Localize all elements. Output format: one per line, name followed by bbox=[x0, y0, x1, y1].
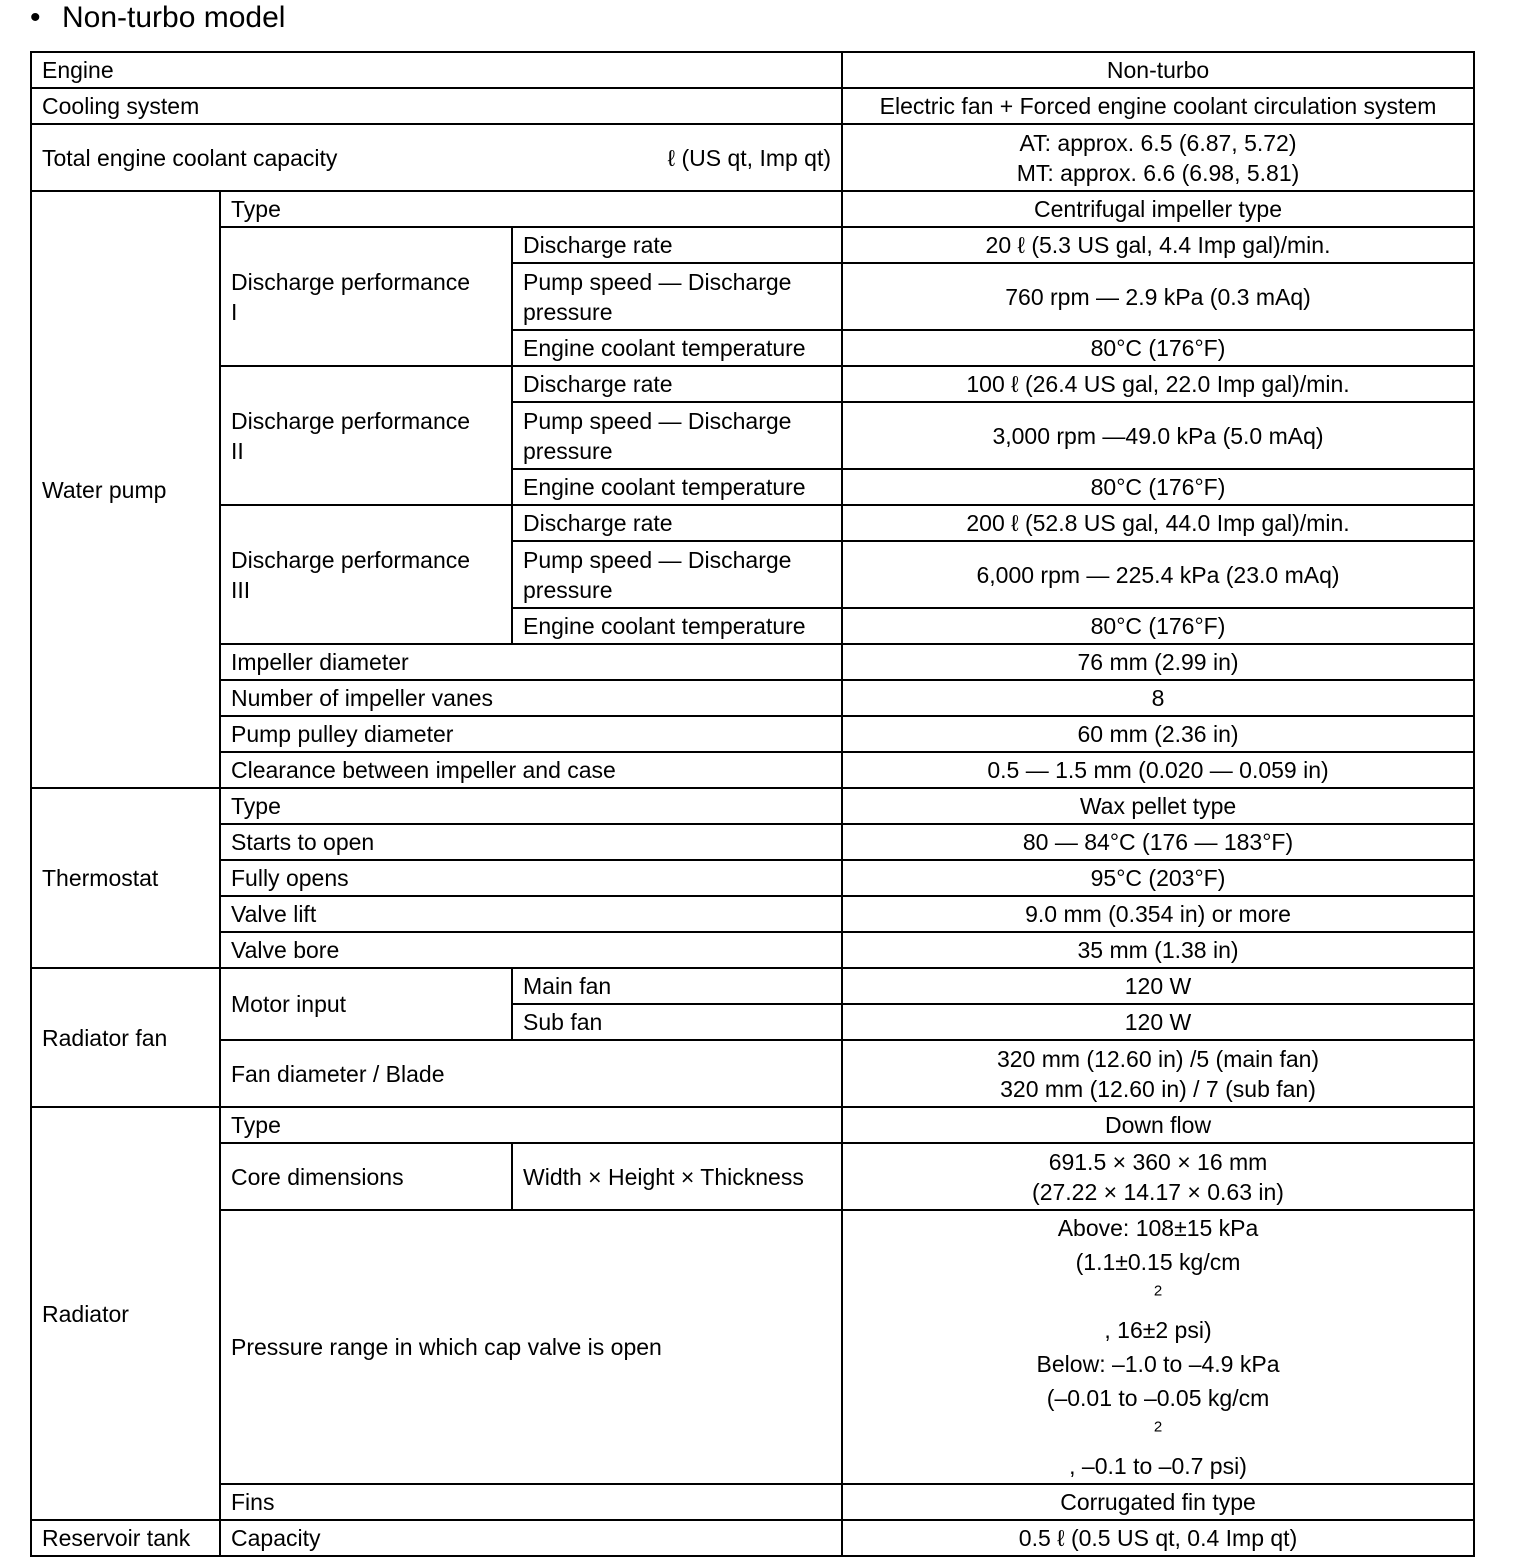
table-row bbox=[31, 860, 1474, 896]
impeller-diameter-value: 76 mm (2.99 in) bbox=[842, 644, 1474, 680]
table-row bbox=[31, 124, 1474, 191]
motor-input-label: Motor input bbox=[220, 968, 512, 1040]
cooling-system-value: Electric fan + Forced engine coolant circulation system bbox=[842, 88, 1474, 124]
table-row bbox=[31, 1484, 1474, 1520]
cooling-system-label: Cooling system bbox=[31, 88, 842, 124]
pump-speed-line1: Pump speed — Discharge bbox=[523, 268, 792, 295]
discharge-1-line1: Discharge performance bbox=[231, 268, 471, 295]
cap-above: Above: 108±15 kPa bbox=[1057, 1215, 1259, 1241]
cap-below-sup: 2 bbox=[1153, 1418, 1163, 1436]
fan-diameter-main: 320 mm (12.60 in) /5 (main fan) bbox=[996, 1045, 1320, 1072]
fins-value: Corrugated fin type bbox=[842, 1484, 1474, 1520]
core-dimensions-label: Core dimensions bbox=[220, 1143, 512, 1210]
coolant-temp-label: Engine coolant temperature bbox=[512, 608, 842, 644]
sub-fan-value: 120 W bbox=[842, 1004, 1474, 1040]
capacity-at: AT: approx. 6.5 (6.87, 5.72) bbox=[1019, 129, 1297, 156]
coolant-temp-value: 80°C (176°F) bbox=[842, 608, 1474, 644]
table-row bbox=[31, 52, 1474, 88]
main-fan-label: Main fan bbox=[512, 968, 842, 1004]
cap-valve-value bbox=[842, 1210, 1474, 1484]
fan-diameter-label: Fan diameter / Blade bbox=[220, 1040, 842, 1107]
fully-opens-label: Fully opens bbox=[220, 860, 842, 896]
valve-bore-label: Valve bore bbox=[220, 932, 842, 968]
clearance-label: Clearance between impeller and case bbox=[220, 752, 842, 788]
water-pump-label: Water pump bbox=[31, 191, 220, 788]
thermostat-type-label: Type bbox=[220, 788, 842, 824]
cap-above-units bbox=[853, 1245, 1463, 1347]
wp-type-value: Centrifugal impeller type bbox=[842, 191, 1474, 227]
table-row bbox=[31, 644, 1474, 680]
pump-speed-value: 760 rpm — 2.9 kPa (0.3 mAq) bbox=[842, 263, 1474, 330]
table-row bbox=[31, 968, 1474, 1004]
discharge-rate-label: Discharge rate bbox=[512, 227, 842, 263]
total-capacity-cell bbox=[31, 124, 842, 191]
discharge-3-line1: Discharge performance bbox=[231, 546, 471, 573]
radiator-label: Radiator bbox=[31, 1107, 220, 1520]
thermostat-label: Thermostat bbox=[31, 788, 220, 968]
cap-below-pre: (–0.01 to –0.05 kg/cm bbox=[1046, 1385, 1270, 1411]
core-in: (27.22 × 14.17 × 0.63 in) bbox=[1032, 1178, 1284, 1205]
coolant-temp-value: 80°C (176°F) bbox=[842, 469, 1474, 505]
valve-lift-label: Valve lift bbox=[220, 896, 842, 932]
radiator-type-label: Type bbox=[220, 1107, 842, 1143]
cap-below-post: , –0.1 to –0.7 psi) bbox=[1069, 1453, 1247, 1479]
pump-speed-line2: pressure bbox=[523, 576, 613, 603]
pump-speed-line2: pressure bbox=[523, 437, 613, 464]
engine-value: Non-turbo bbox=[842, 52, 1474, 88]
radiator-type-value: Down flow bbox=[842, 1107, 1474, 1143]
discharge-rate-label: Discharge rate bbox=[512, 505, 842, 541]
discharge-3-label bbox=[220, 505, 512, 644]
discharge-2-label bbox=[220, 366, 512, 505]
pump-speed-label bbox=[512, 263, 842, 330]
discharge-rate-value: 200 ℓ (52.8 US gal, 44.0 Imp gal)/min. bbox=[842, 505, 1474, 541]
fan-diameter-sub: 320 mm (12.60 in) / 7 (sub fan) bbox=[1000, 1075, 1316, 1102]
table-row bbox=[31, 788, 1474, 824]
table-row bbox=[31, 1143, 1474, 1210]
pump-speed-label bbox=[512, 402, 842, 469]
cap-below: Below: –1.0 to –4.9 kPa bbox=[1036, 1351, 1280, 1377]
pulley-diameter-label: Pump pulley diameter bbox=[220, 716, 842, 752]
thermostat-type-value: Wax pellet type bbox=[842, 788, 1474, 824]
pump-speed-line1: Pump speed — Discharge bbox=[523, 546, 792, 573]
table-row bbox=[31, 191, 1474, 227]
total-capacity-label: Total engine coolant capacity bbox=[42, 144, 338, 171]
coolant-temp-value: 80°C (176°F) bbox=[842, 330, 1474, 366]
table-row bbox=[31, 932, 1474, 968]
discharge-2-line2: II bbox=[231, 437, 244, 464]
core-dimensions-sublabel: Width × Height × Thickness bbox=[512, 1143, 842, 1210]
cap-above-pre: (1.1±0.15 kg/cm bbox=[1075, 1249, 1241, 1275]
reservoir-label: Reservoir tank bbox=[31, 1520, 220, 1556]
main-fan-value: 120 W bbox=[842, 968, 1474, 1004]
engine-label: Engine bbox=[31, 52, 842, 88]
starts-open-value: 80 — 84°C (176 — 183°F) bbox=[842, 824, 1474, 860]
radiator-fan-label: Radiator fan bbox=[31, 968, 220, 1107]
table-row bbox=[31, 88, 1474, 124]
table-row bbox=[31, 824, 1474, 860]
discharge-rate-value: 20 ℓ (5.3 US gal, 4.4 Imp gal)/min. bbox=[842, 227, 1474, 263]
discharge-rate-value: 100 ℓ (26.4 US gal, 22.0 Imp gal)/min. bbox=[842, 366, 1474, 402]
capacity-mt: MT: approx. 6.6 (6.98, 5.81) bbox=[1016, 159, 1300, 186]
coolant-temp-label: Engine coolant temperature bbox=[512, 330, 842, 366]
starts-open-label: Starts to open bbox=[220, 824, 842, 860]
cap-above-post: , 16±2 psi) bbox=[1104, 1317, 1212, 1343]
fan-diameter-value bbox=[842, 1040, 1474, 1107]
table-row bbox=[31, 1107, 1474, 1143]
core-mm: 691.5 × 360 × 16 mm bbox=[1048, 1148, 1268, 1175]
impeller-diameter-label: Impeller diameter bbox=[220, 644, 842, 680]
table-row bbox=[31, 680, 1474, 716]
pump-speed-line1: Pump speed — Discharge bbox=[523, 407, 792, 434]
pump-speed-value: 6,000 rpm — 225.4 kPa (23.0 mAq) bbox=[842, 541, 1474, 608]
table-row bbox=[31, 227, 1474, 263]
discharge-3-line2: III bbox=[231, 576, 251, 603]
impeller-vanes-value: 8 bbox=[842, 680, 1474, 716]
cap-valve-label: Pressure range in which cap valve is open bbox=[220, 1210, 842, 1484]
pump-speed-line2: pressure bbox=[523, 298, 613, 325]
table-row bbox=[31, 896, 1474, 932]
reservoir-capacity-label: Capacity bbox=[220, 1520, 842, 1556]
discharge-rate-label: Discharge rate bbox=[512, 366, 842, 402]
bullet: • bbox=[30, 1, 41, 34]
table-row bbox=[31, 1210, 1474, 1484]
table-row bbox=[31, 366, 1474, 402]
discharge-2-line1: Discharge performance bbox=[231, 407, 471, 434]
discharge-1-label bbox=[220, 227, 512, 366]
section-heading bbox=[30, 0, 285, 36]
reservoir-capacity-value: 0.5 ℓ (0.5 US qt, 0.4 Imp qt) bbox=[842, 1520, 1474, 1556]
coolant-temp-label: Engine coolant temperature bbox=[512, 469, 842, 505]
table-row bbox=[31, 1520, 1474, 1556]
fins-label: Fins bbox=[220, 1484, 842, 1520]
sub-fan-label: Sub fan bbox=[512, 1004, 842, 1040]
section-title: Non-turbo model bbox=[62, 1, 286, 34]
impeller-vanes-label: Number of impeller vanes bbox=[220, 680, 842, 716]
pulley-diameter-value: 60 mm (2.36 in) bbox=[842, 716, 1474, 752]
wp-type-label: Type bbox=[220, 191, 842, 227]
valve-lift-value: 9.0 mm (0.354 in) or more bbox=[842, 896, 1474, 932]
table-row bbox=[31, 752, 1474, 788]
total-capacity-unit: ℓ (US qt, Imp qt) bbox=[667, 144, 832, 171]
pump-speed-label bbox=[512, 541, 842, 608]
table-row bbox=[31, 716, 1474, 752]
core-dimensions-value bbox=[842, 1143, 1474, 1210]
table-row bbox=[31, 1040, 1474, 1107]
table-row bbox=[31, 505, 1474, 541]
valve-bore-value: 35 mm (1.38 in) bbox=[842, 932, 1474, 968]
pump-speed-value: 3,000 rpm —49.0 kPa (5.0 mAq) bbox=[842, 402, 1474, 469]
cap-above-sup: 2 bbox=[1153, 1282, 1163, 1300]
clearance-value: 0.5 — 1.5 mm (0.020 — 0.059 in) bbox=[842, 752, 1474, 788]
fully-opens-value: 95°C (203°F) bbox=[842, 860, 1474, 896]
cap-below-units bbox=[853, 1381, 1463, 1483]
total-capacity-value bbox=[842, 124, 1474, 191]
spec-table bbox=[30, 51, 1475, 1557]
discharge-1-line2: I bbox=[231, 298, 238, 325]
